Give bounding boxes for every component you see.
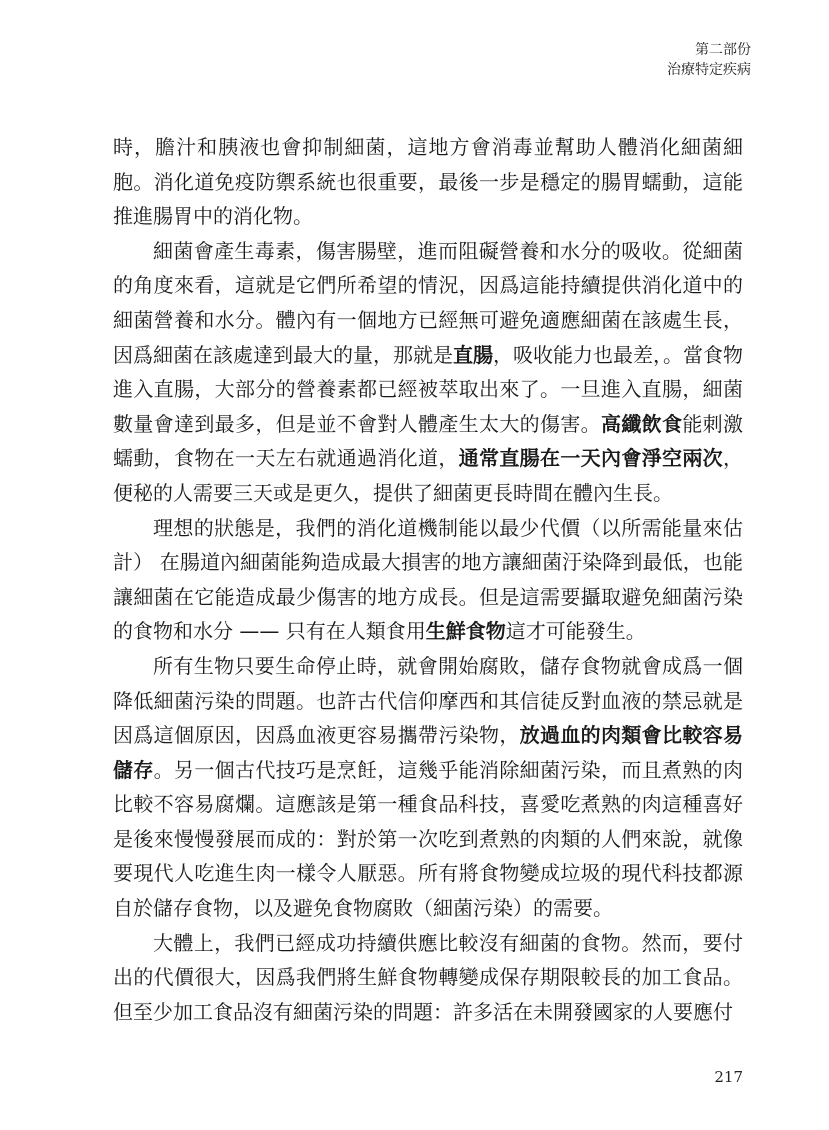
text-run: 大體上，我們已經成功持續供應比較沒有細菌的食物。然而，要付出的代價很大，因爲我們將生鮮食物轉變成保存期限較長的加工食品。但至少加工食品沒有細菌污染的問題：許多活在未開發國家的人要應付 [113, 930, 743, 1024]
emphasis-bled-meat: 放過血的肉類會比較容易儲存 [113, 723, 744, 782]
text-run: 這才可能發生。 [505, 619, 646, 644]
part-title: 第二部份 [695, 42, 751, 58]
text-run: 能刺激蠕動，食物在一天左右就通過消化道， [113, 411, 744, 471]
paragraph-1 [113, 130, 743, 234]
text-run: 。另一個古代技巧是烹飪，這幾乎能消除細菌污染，而且煮熟的肉比較不容易腐爛。這應該是第一種食品科技，喜愛吃煮熟的肉這種喜好是後來慢慢發展而成的：對於第一次吃到煮熟的肉類的人們來說，就像要現代人吃進生肉一樣令人厭惡。所有將食物變成垃圾的現代科技都源自於儲存食物，以及避免食物腐敗（細菌污染）的需要。 [113, 757, 744, 921]
text-run: ，便秘的人需要三天或是更久，提供了細菌更長時間在體內生長。 [113, 446, 744, 505]
text-run: 時，膽汁和胰液也會抑制細菌，這地方會消毒並幫助人體消化細菌細胞。消化道免疫防禦系統也很重要，最後一步是穩定的腸胃蠕動，這能推進腸胃中的消化物。 [113, 135, 743, 229]
emphasis-rectum-empty: 通常直腸在一天內會淨空兩次 [458, 446, 724, 471]
emphasis-high-fiber: 高纖飲食 [601, 411, 683, 436]
text-run: 細菌會產生毒素，傷害腸壁，進而阻礙營養和水分的吸收。從細菌的角度來看，這就是它們所希望的情況，因爲這能持續提供消化道中的細菌營養和水分。體內有一個地方已經無可避免適應細菌在該處生長，因爲細菌在該處達到最大的量，那就是 [113, 238, 743, 367]
emphasis-rectum: 直腸 [453, 342, 493, 367]
text-run: ，吸收能力也最差，。當食物進入直腸，大部分的營養素都已經被萃取出來了。一旦進入直腸，細菌數量會達到最多，但是並不會對人體產生太大的傷害。 [113, 342, 743, 436]
page-number: 217 [714, 1068, 743, 1086]
body-text [113, 130, 743, 1029]
text-run: 理想的狀態是，我們的消化道機制能以最少代價（以所需能量來估計） 在腸道內細菌能夠造成最大損害的地方讓細菌汙染降到最低，也能讓細菌在它能造成最少傷害的地方成長。但是這需要攝取避免細菌污染的食物和水分 —— 只有在人類食用 [113, 515, 743, 644]
chapter-title: 治療特定疾病 [667, 62, 751, 78]
running-header [667, 40, 751, 80]
paragraph-2 [113, 234, 743, 511]
text-run: 所有生物只要生命停止時，就會開始腐敗，儲存食物就會成爲一個降低細菌污染的問題。也許古代信仰摩西和其信徒反對血液的禁忌就是因爲這個原因，因爲血液更容易攜帶污染物， [113, 653, 743, 748]
paragraph-3 [113, 511, 743, 649]
emphasis-fresh-food: 生鮮食物 [425, 619, 506, 644]
paragraph-5 [113, 926, 743, 1030]
paragraph-4 [113, 649, 743, 926]
